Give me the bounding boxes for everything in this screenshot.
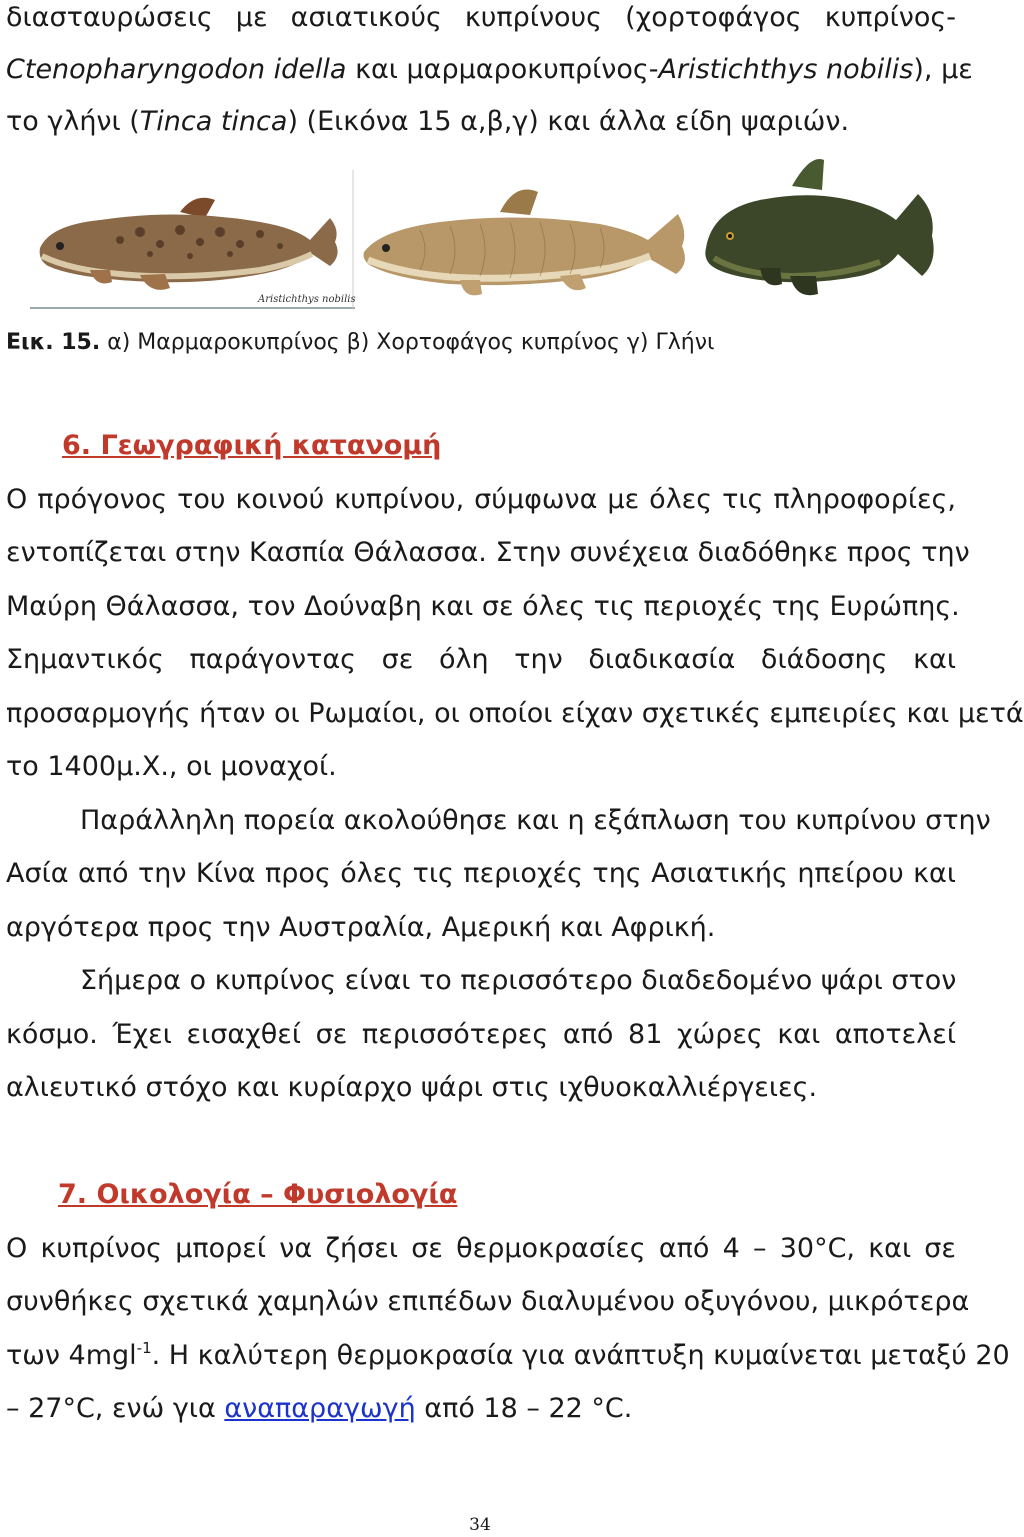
section-6-heading: 6. Γεωγραφική κατανομή	[62, 430, 442, 461]
paragraph-line	[6, 1391, 956, 1427]
paragraph-line: Ο κυπρίνος μπορεί να ζήσει σε θερμοκρασίες από 4 – 30°C, και σε	[6, 1233, 956, 1264]
intro-text: ), με	[913, 54, 973, 85]
intro-text: ) (Εικόνα 15 α,β,γ) και άλλα είδη ψαριών.	[287, 106, 850, 137]
text-span: – 27°C, ενώ για	[6, 1393, 225, 1424]
text-span: . Η καλύτερη θερμοκρασία για ανάπτυξη κυμαίνεται μεταξύ 20	[151, 1340, 1010, 1371]
caption-text: α) Μαρμαροκυπρίνος β) Χορτοφάγος κυπρίνος γ) Γλήνι	[100, 330, 715, 355]
paragraph-line: αλιευτικό στόχο και κυρίαρχο ψάρι στις ιχθυοκαλλιέργειες.	[6, 1072, 818, 1103]
paragraph-line: συνθήκες σχετικά χαμηλών επιπέδων διαλυμένου οξυγόνου, μικρότερα	[6, 1286, 970, 1317]
reproduction-link[interactable]: αναπαραγωγή	[224, 1393, 416, 1424]
intro-text: διασταυρώσεις με ασιατικούς κυπρίνους (χορτοφάγος κυπρίνος-	[6, 2, 956, 33]
species-name: Ctenopharyngodon idella	[6, 54, 347, 85]
paragraph-line: το 1400μ.Χ., οι μοναχοί.	[6, 751, 337, 782]
intro-text: και μαρμαροκυπρίνος-	[346, 54, 659, 85]
fish-photo-grass-carp	[360, 170, 700, 310]
intro-line-1	[6, 0, 956, 36]
paragraph-line: Παράλληλη πορεία ακολούθησε και η εξάπλωση του κυπρίνου στην	[80, 805, 991, 836]
paragraph-line	[6, 1338, 1010, 1374]
paragraph-line: εντοπίζεται στην Κασπία Θάλασσα. Στην συνέχεια διαδόθηκε προς την	[6, 537, 970, 568]
superscript: -1	[136, 1339, 152, 1357]
section-7-heading: 7. Οικολογία – Φυσιολογία	[58, 1179, 458, 1210]
intro-line-3	[6, 104, 956, 140]
figure-caption	[6, 328, 714, 358]
paragraph-line: Σήμερα ο κυπρίνος είναι το περισσότερο διαδεδομένο ψάρι στον	[80, 965, 957, 996]
fish-photo-tench	[700, 150, 940, 310]
text-span: από 18 – 22 °C.	[415, 1393, 633, 1424]
text-span: των 4mgl	[6, 1340, 137, 1371]
intro-text: το γλήνι (	[6, 106, 140, 137]
species-name: Aristichthys nobilis	[658, 54, 914, 85]
page-number: 34	[469, 1515, 491, 1535]
paragraph-line: Ασία από την Κίνα προς όλες τις περιοχές της Ασιατικής ηπείρου και	[6, 858, 956, 889]
caption-number: Εικ. 15.	[6, 330, 101, 355]
paragraph-line: Σημαντικός παράγοντας σε όλη την διαδικασία διάδοσης και	[6, 644, 956, 675]
photo-label: Aristichthys nobilis	[258, 294, 356, 305]
paragraph-line: Ο πρόγονος του κοινού κυπρίνου, σύμφωνα με όλες τις πληροφορίες,	[6, 484, 956, 515]
paragraph-line: κόσμο. Έχει εισαχθεί σε περισσότερες από 81 χώρες και αποτελεί	[6, 1019, 956, 1050]
intro-line-2	[6, 52, 973, 88]
paragraph-line: αργότερα προς την Αυστραλία, Αμερική και Αφρική.	[6, 912, 716, 943]
paragraph-line: προσαρμογής ήταν οι Ρωμαίοι, οι οποίοι είχαν σχετικές εμπειρίες και μετά	[6, 698, 1024, 729]
paragraph-line: Μαύρη Θάλασσα, τον Δούναβη και σε όλες τις περιοχές της Ευρώπης.	[6, 591, 960, 622]
species-name: Tinca tinca	[139, 106, 288, 137]
fish-photo-bighead-carp	[30, 170, 360, 310]
